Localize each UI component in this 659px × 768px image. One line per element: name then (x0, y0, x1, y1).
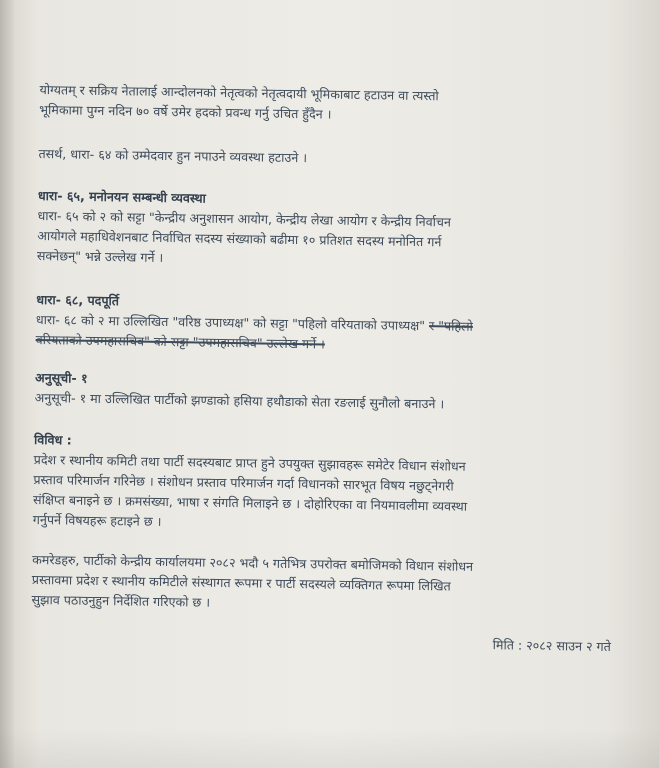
text-line: कमरेडहरु, पार्टीको केन्द्रीय कार्यालयमा २०८२ भदौ ५ गतेभित्र उपरोक्त बमोजिमको विधान संशोधन (32, 551, 474, 574)
text-line: आयोगले महाधिवेशनबाट निर्वाचित सदस्य संख्याको बढीमा १० प्रतिशत सदस्य मनोनित गर्न (37, 227, 442, 250)
section-schedule-1 (35, 368, 611, 417)
section-article-65 (37, 186, 613, 275)
section-miscellaneous (33, 430, 609, 539)
photo-shadow (0, 728, 659, 768)
struck-text: र "पहिलो (428, 318, 474, 334)
document-date: मिति : २०८२ साउन २ गते (492, 637, 612, 655)
conclusion-paragraph (38, 144, 613, 173)
text-line: गर्नुपर्ने विषयहरू हटाइने छ । (32, 511, 162, 529)
intro-paragraph (39, 80, 615, 129)
struck-text: वरियताको उपमहासचिव" को सट्टा "उपमहासचिव" उल्लेख गर्ने । (35, 331, 325, 352)
text-line: योग्यतम् र सक्रिय नेतालाई आन्दोलनको नेतृत्वको नेतृत्वदायी भूमिकाबाट हटाउन वा त्यस्तो (39, 81, 439, 104)
document-page (29, 62, 630, 761)
section-heading: विविध : (33, 431, 72, 448)
closing-paragraph (31, 550, 607, 619)
section-heading: धारा- ६५, मनोनयन सम्बन्धी व्यवस्था (37, 187, 207, 206)
text-line: सक्नेछन्" भन्ने उल्लेख गर्ने । (36, 247, 164, 265)
section-heading: धारा- ६८, पदपूर्ति (36, 291, 120, 309)
text-line: संक्षिप्त बनाइने छ । क्रमसंख्या, भाषा र संगति मिलाइने छ । दोहोरिएका वा नियमावलीमा व्यवस्था (33, 491, 468, 514)
text-line: सुझाव पठाउनुहुन निर्देशित गरिएको छ । (31, 591, 211, 610)
section-article-68 (35, 290, 611, 359)
text-line: प्रस्तावमा प्रदेश र स्थानीय कमिटीले संस्थागत रूपमा र पार्टी सदस्यले व्यक्तिगत रूपमा लिखित (31, 571, 451, 594)
section-heading: अनुसूची- १ (34, 369, 88, 386)
page-binding-edge (0, 0, 14, 768)
text-line: धारा- ६५ को २ को सट्टा "केन्द्रीय अनुशासन आयोग, केन्द्रीय लेखा आयोग र केन्द्रीय निर्वाचन (37, 207, 452, 230)
text-line: तसर्थ, धारा- ६४ को उम्मेदवार हुन नपाउने व्यवस्था हटाउने । (38, 145, 308, 166)
text-line: प्रदेश र स्थानीय कमिटी तथा पार्टी सदस्यबाट प्राप्त हुने उपयुक्त सुझावहरू समेटेर विधान संशोधन (33, 451, 466, 474)
text-segment: धारा- ६८ को २ मा उल्लिखित "वरिष्ठ उपाध्यक्ष" को सट्टा "पहिलो वरियताको उपाध्यक्ष" (35, 311, 430, 334)
text-line: भूमिकामा पुग्न नदिन ७० वर्षे उमेर हदको प्रवन्ध गर्नु उचित हुँदैन । (39, 101, 332, 122)
text-line: प्रस्ताव परिमार्जन गरिनेछ । संशोधन प्रस्ताव परिमार्जन गर्दा विधानको सारभूत विषय नछुट्नेगरी (33, 471, 454, 494)
text-line: अनुसूची- १ मा उल्लिखित पार्टीको झण्डाको हसिया हथौडाको सेता रङलाई सुनौलो बनाउने । (34, 389, 445, 412)
